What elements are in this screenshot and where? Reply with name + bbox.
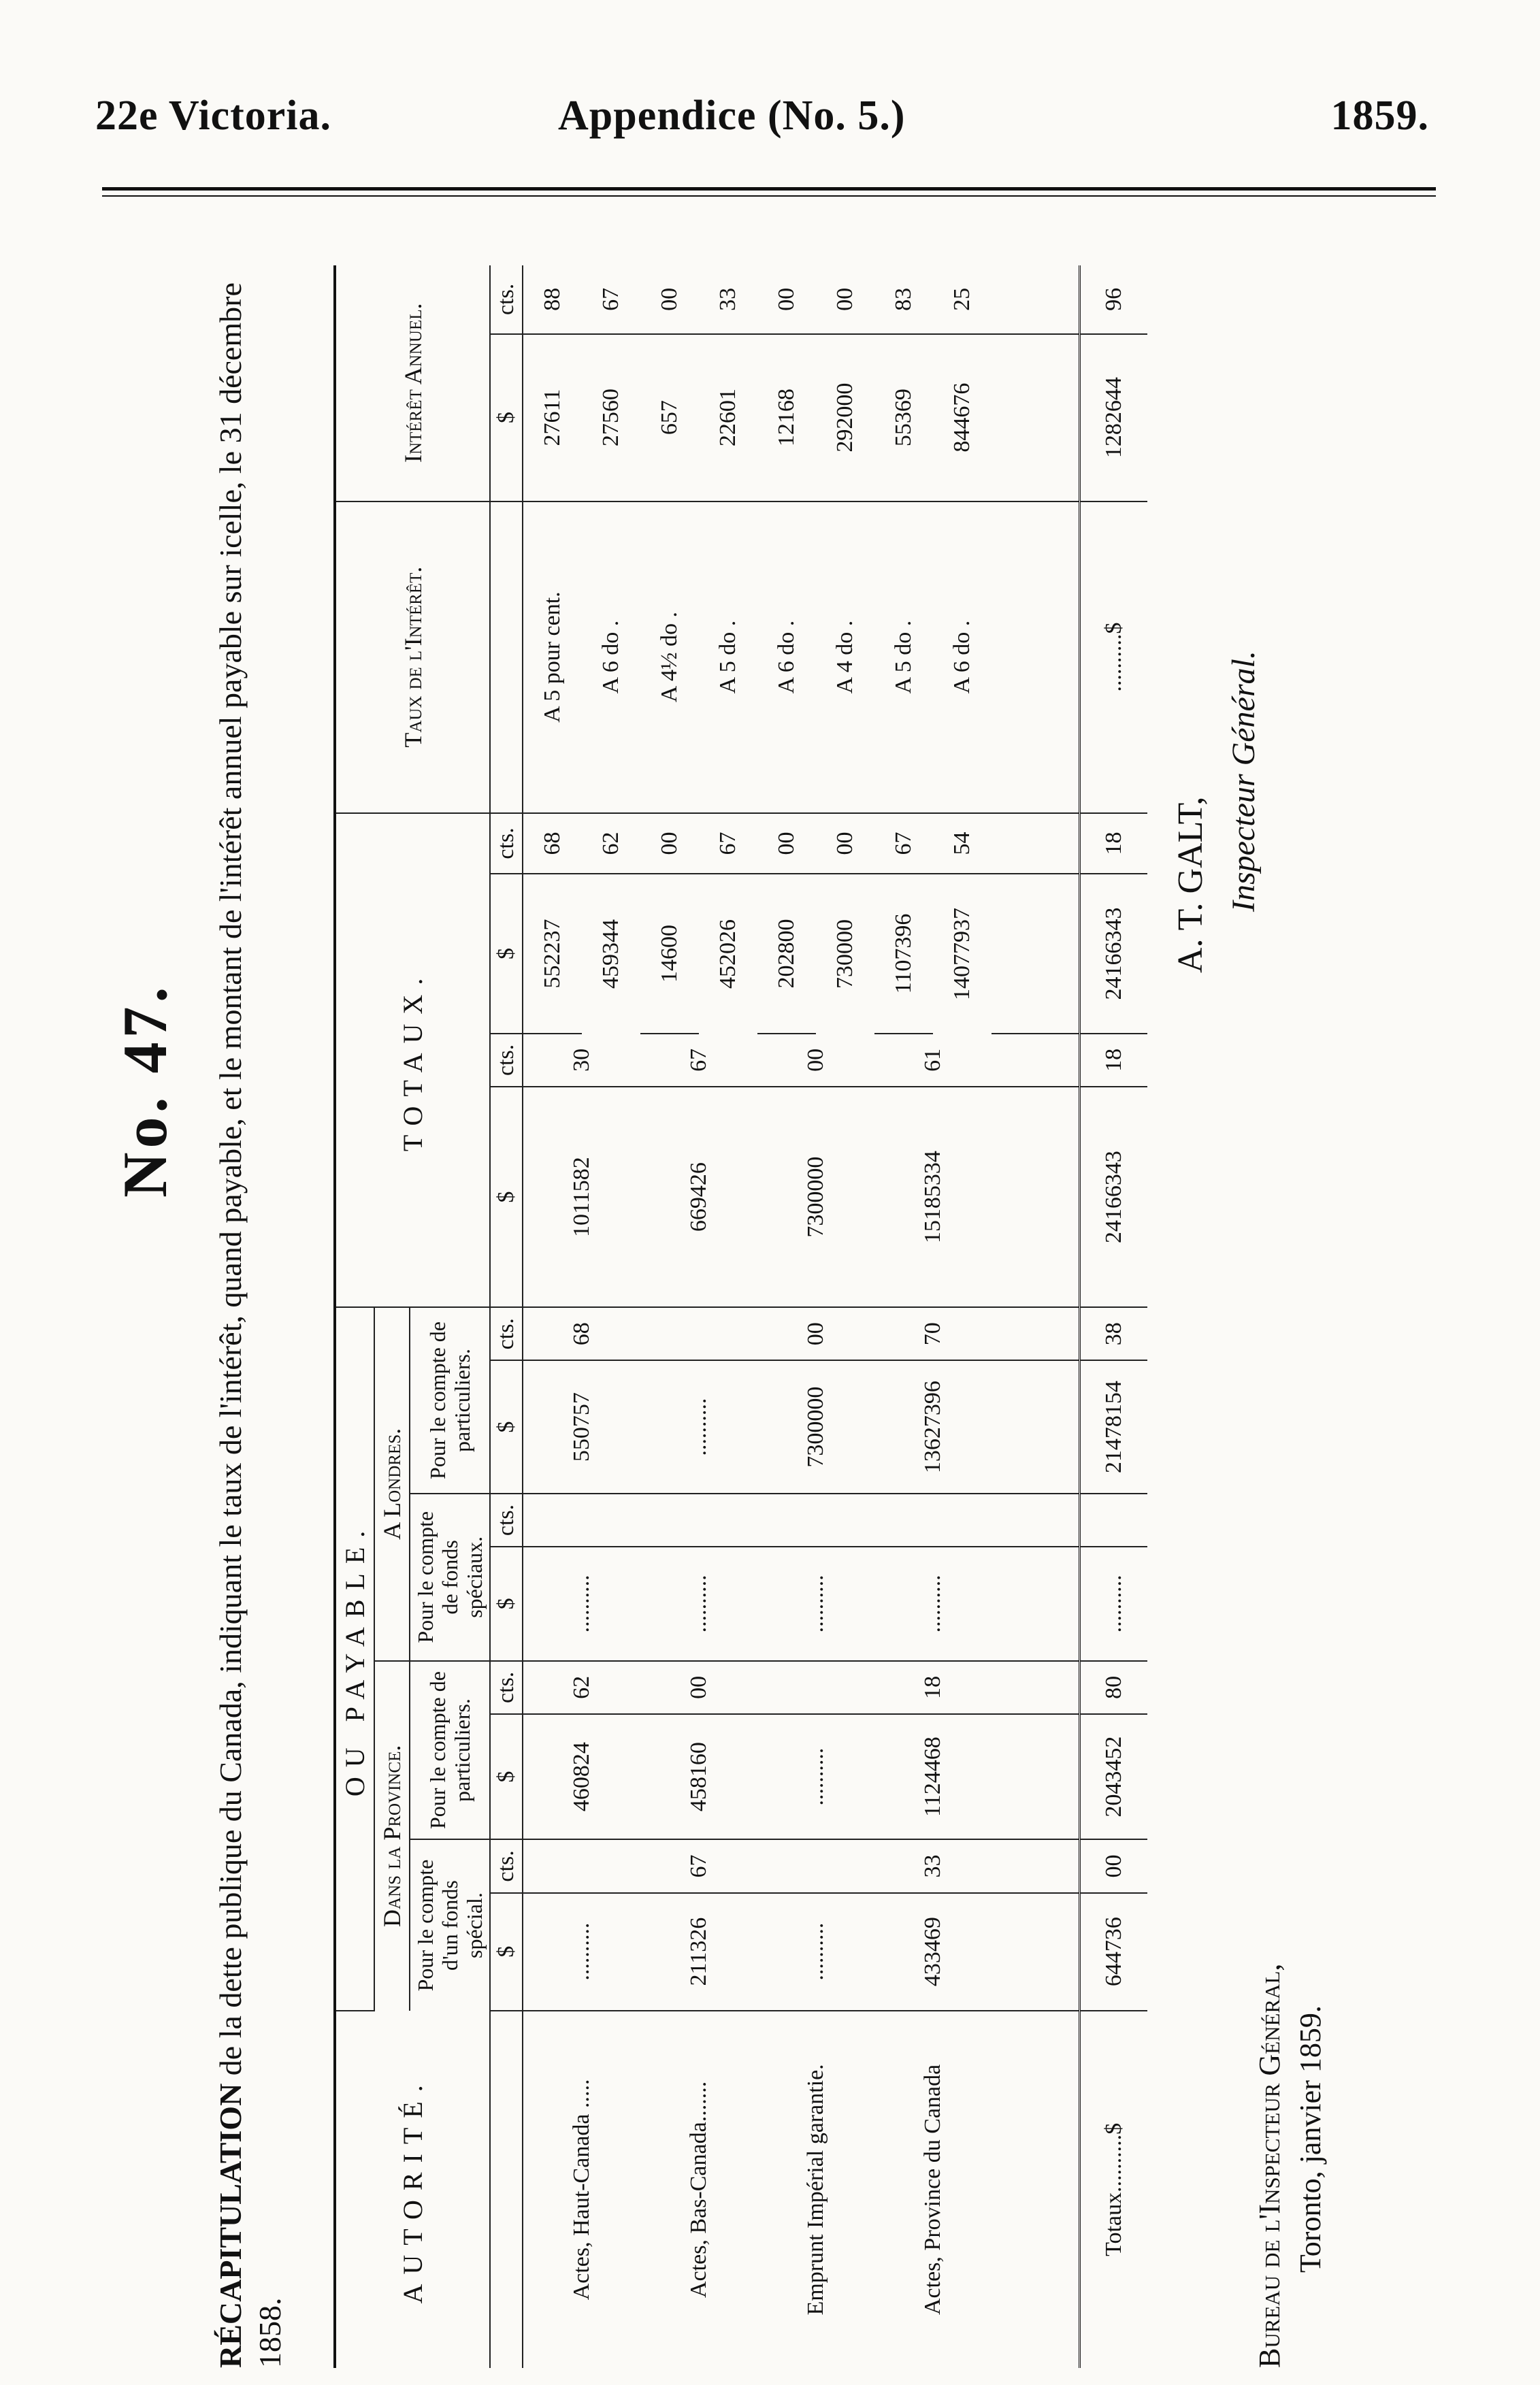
cell-interet-cents: 88 (523, 265, 582, 334)
spacer-cell (992, 1547, 1080, 1661)
cell-prov-part-c (757, 1661, 874, 1714)
ou-payable-header: OU PAYABLE. (335, 1307, 374, 2011)
cell-total-d: 7300000 (757, 1087, 874, 1307)
spacer-cell (992, 1661, 1080, 1714)
cell-interet-cents: 00 (757, 265, 816, 334)
total-lon-fonds-d: .......... (1080, 1547, 1148, 1661)
cell-prov-fonds-d: 433469 (874, 1893, 992, 2011)
unit-cts: cts. (490, 1307, 523, 1360)
spacer-cell (992, 1034, 1080, 1087)
spacer-cell (992, 1087, 1080, 1307)
interet-header: Intérêt Annuel. (335, 265, 490, 501)
cell-sub-dollars: 1107396 (874, 874, 933, 1034)
total-lon-fonds-c (1080, 1494, 1148, 1547)
cell-total-d: 1011582 (523, 1087, 640, 1307)
unit-cts: cts. (490, 1661, 523, 1714)
cell-sub-dollars: 202800 (757, 874, 816, 1034)
cell-interet-cents: 00 (640, 265, 699, 334)
signature-title: Inspecteur Général. (1226, 651, 1262, 912)
cell-prov-part-d: .......... (757, 1714, 874, 1839)
header-session: 22e Victoria. (95, 93, 332, 139)
totals-label: Totaux..........$ (1080, 2011, 1148, 2368)
cell-lon-part-c: 00 (757, 1307, 874, 1360)
cell-prov-part-c: 00 (640, 1661, 757, 1714)
row-label: Emprunt Impérial garantie. (803, 2064, 828, 2316)
total-sub-dollars: 24166343 (1080, 874, 1148, 1034)
page-header (95, 92, 1429, 153)
cell-interet-dollars: 27611 (523, 334, 582, 501)
total-prov-part-c: 80 (1080, 1661, 1148, 1714)
cell-taux: A 4½ do . (640, 501, 699, 813)
spacer-cell (992, 334, 1080, 501)
cell-prov-fonds-c: 67 (640, 1839, 757, 1892)
cell-prov-part-d: 1124468 (874, 1714, 992, 1839)
spacer-cell (992, 1494, 1080, 1547)
spacer-cell (992, 1839, 1080, 1892)
title-rest: de la dette publique du Canada, indiquant le taux de l'intérêt, quand payable, et le montant de l'intérêt annuel payable sur icelle, le 31 décembre 1858. (213, 282, 287, 2368)
signature-name: A. T. GALT, (1171, 796, 1210, 973)
unit-blank (490, 501, 523, 813)
spacer-cell (992, 874, 1080, 1034)
cell-total-d: 669426 (640, 1087, 757, 1307)
cell-interet-cents: 25 (933, 265, 992, 334)
cell-interet-cents: 00 (816, 265, 874, 334)
total-sub-cents: 18 (1080, 813, 1148, 874)
cell-total-d: 15185334 (874, 1087, 992, 1307)
cell-lon-fonds-d: .......... (874, 1547, 992, 1661)
total-prov-fonds-c: 00 (1080, 1839, 1148, 1892)
cell-interet-dollars: 292000 (816, 334, 874, 501)
unit-dollar: $ (490, 874, 523, 1034)
cell-taux: A 5 do . (874, 501, 933, 813)
row-label: Actes, Haut-Canada ..... (569, 2079, 594, 2301)
spacer-cell (992, 1307, 1080, 1360)
cell-lon-fonds-c (640, 1494, 757, 1547)
cell-interet-dollars: 22601 (699, 334, 757, 501)
cell-interet-dollars: 12168 (757, 334, 816, 501)
cell-lon-part-c: 70 (874, 1307, 992, 1360)
col-fonds-special: Pour le compte d'un fonds spécial. (410, 1839, 490, 2010)
total-total-d: 24166343 (1080, 1087, 1148, 1307)
unit-blank (490, 2011, 523, 2368)
spacer-cell (992, 265, 1080, 334)
unit-cts: cts. (490, 265, 523, 334)
unit-dollar: $ (490, 334, 523, 501)
spacer-cell (992, 1893, 1080, 2011)
totaux-header: TOTAUX. (335, 813, 490, 1307)
document-number: No. 47. (110, 983, 180, 1198)
cell-taux: A 4 do . (816, 501, 874, 813)
cell-sub-dollars: 552237 (523, 874, 582, 1034)
cell-interet-dollars: 844676 (933, 334, 992, 501)
bureau-line: Bureau de l'Inspecteur Général, (1253, 1963, 1286, 2368)
total-lon-part-d: 21478154 (1080, 1360, 1148, 1494)
col-particuliers-londres: Pour le compte de particuliers. (410, 1307, 490, 1494)
cell-sub-dollars: 14077937 (949, 907, 974, 1000)
header-rule (102, 187, 1436, 191)
cell-prov-part-d: 458160 (640, 1714, 757, 1839)
unit-dollar: $ (490, 1893, 523, 2011)
cell-lon-fonds-c (757, 1494, 874, 1547)
cell-prov-fonds-d: 211326 (640, 1893, 757, 2011)
cell-total-c: 61 (874, 1034, 992, 1087)
cell-lon-fonds-d: .......... (757, 1547, 874, 1661)
cell-lon-fonds-d: .......... (523, 1547, 640, 1661)
cell-total-c: 00 (757, 1034, 874, 1087)
cell-prov-fonds-d: .......... (523, 1893, 640, 2011)
cell-taux: A 6 do . (757, 501, 816, 813)
totals-row (1080, 265, 1148, 2368)
total-prov-fonds-d: 644736 (1080, 1893, 1148, 2011)
cell-interet-cents: 83 (874, 265, 933, 334)
unit-dollar: $ (490, 1360, 523, 1494)
cell-prov-fonds-d: .......... (757, 1893, 874, 2011)
unit-cts: cts. (490, 813, 523, 874)
cell-prov-part-d: 460824 (523, 1714, 640, 1839)
cell-sub-cents: 68 (523, 813, 582, 874)
unit-cts: cts. (490, 1494, 523, 1547)
header-year: 1859. (1330, 93, 1429, 139)
document-title (211, 259, 290, 2368)
cell-taux: A 5 do . (699, 501, 757, 813)
cell-sub-dollars: 459344 (598, 919, 623, 989)
total-interet-cents: 96 (1080, 265, 1148, 334)
cell-lon-part-c (640, 1307, 757, 1360)
cell-prov-fonds-c: 33 (874, 1839, 992, 1892)
cell-lon-fonds-d: .......... (640, 1547, 757, 1661)
cell-sub-dollars: 14600 (640, 874, 699, 1034)
total-taux: ..........$ (1080, 501, 1148, 813)
cell-sub-cents: 00 (640, 813, 699, 874)
debt-table (333, 265, 1147, 2368)
cell-sub-cents: 67 (874, 813, 933, 874)
header-appendix: Appendice (No. 5.) (558, 93, 906, 139)
cell-sub-cents: 00 (757, 813, 816, 874)
bureau-date: Toronto, janvier 1859. (1294, 2005, 1327, 2273)
cell-lon-part-d: .......... (640, 1360, 757, 1494)
rotated-content (109, 259, 1402, 2368)
authority-header: AUTORITÉ. (335, 2011, 490, 2368)
unit-cts: cts. (490, 1839, 523, 1892)
cell-interet-cents: 33 (699, 265, 757, 334)
total-lon-part-c: 38 (1080, 1307, 1148, 1360)
taux-header: Taux de l'Intérêt. (335, 501, 490, 813)
cell-prov-part-c: 62 (523, 1661, 640, 1714)
cell-total-c: 30 (523, 1034, 640, 1087)
cell-sub-cents: 62 (582, 813, 640, 874)
total-interet-dollars: 1282644 (1080, 334, 1148, 501)
cell-prov-fonds-c (523, 1839, 640, 1892)
cell-interet-cents: 67 (582, 265, 640, 334)
cell-sub-dollars: 452026 (715, 919, 740, 989)
unit-dollar: $ (490, 1714, 523, 1839)
title-lead: RÉCAPITULATION (213, 2083, 248, 2368)
table-row (874, 265, 933, 2368)
cell-sub-cents: 67 (699, 813, 757, 874)
spacer-cell (992, 501, 1080, 813)
cell-taux: A 6 do . (582, 501, 640, 813)
spacer-cell (992, 1360, 1080, 1494)
cell-lon-fonds-c (874, 1494, 992, 1547)
cell-taux: A 6 do . (933, 501, 992, 813)
spacer-cell (992, 2011, 1080, 2368)
cell-lon-part-d: 13627396 (874, 1360, 992, 1494)
spacer-cell (992, 1714, 1080, 1839)
spacer-cell (992, 813, 1080, 874)
cell-prov-part-c: 18 (874, 1661, 992, 1714)
cell-sub-cents: 00 (816, 813, 874, 874)
unit-dollar: $ (490, 1087, 523, 1307)
cell-interet-dollars: 27560 (582, 334, 640, 501)
table-row (640, 265, 699, 2368)
unit-dollar: $ (490, 1547, 523, 1661)
spacer-row (992, 265, 1080, 2368)
table-row (523, 265, 582, 2368)
cell-total-c: 67 (640, 1034, 757, 1087)
col-fonds-speciaux: Pour le compte de fonds spéciaux. (410, 1494, 490, 1661)
cell-lon-part-d: 550757 (523, 1360, 640, 1494)
table-row (757, 265, 816, 2368)
cell-prov-fonds-c (757, 1839, 874, 1892)
unit-cts: cts. (490, 1034, 523, 1087)
cell-interet-dollars: 55369 (874, 334, 933, 501)
row-label: Actes, Province du Canada (920, 2064, 945, 2315)
cell-lon-fonds-c (523, 1494, 640, 1547)
total-total-c: 18 (1080, 1034, 1148, 1087)
cell-lon-part-c: 68 (523, 1307, 640, 1360)
cell-sub-cents: 54 (933, 813, 992, 874)
row-label: Actes, Bas-Canada....... (686, 2081, 711, 2298)
cell-lon-part-d: 7300000 (757, 1360, 874, 1494)
header-rule-thin (102, 195, 1436, 197)
cell-sub-dollars: 730000 (832, 919, 857, 989)
londres-header: A Londres. (374, 1307, 410, 1661)
col-particuliers-province: Pour le compte de particuliers. (410, 1661, 490, 1840)
cell-interet-dollars: 657 (640, 334, 699, 501)
province-header: Dans la Province. (374, 1661, 410, 2011)
cell-taux: A 5 pour cent. (523, 501, 582, 813)
total-prov-part-d: 2043452 (1080, 1714, 1148, 1839)
